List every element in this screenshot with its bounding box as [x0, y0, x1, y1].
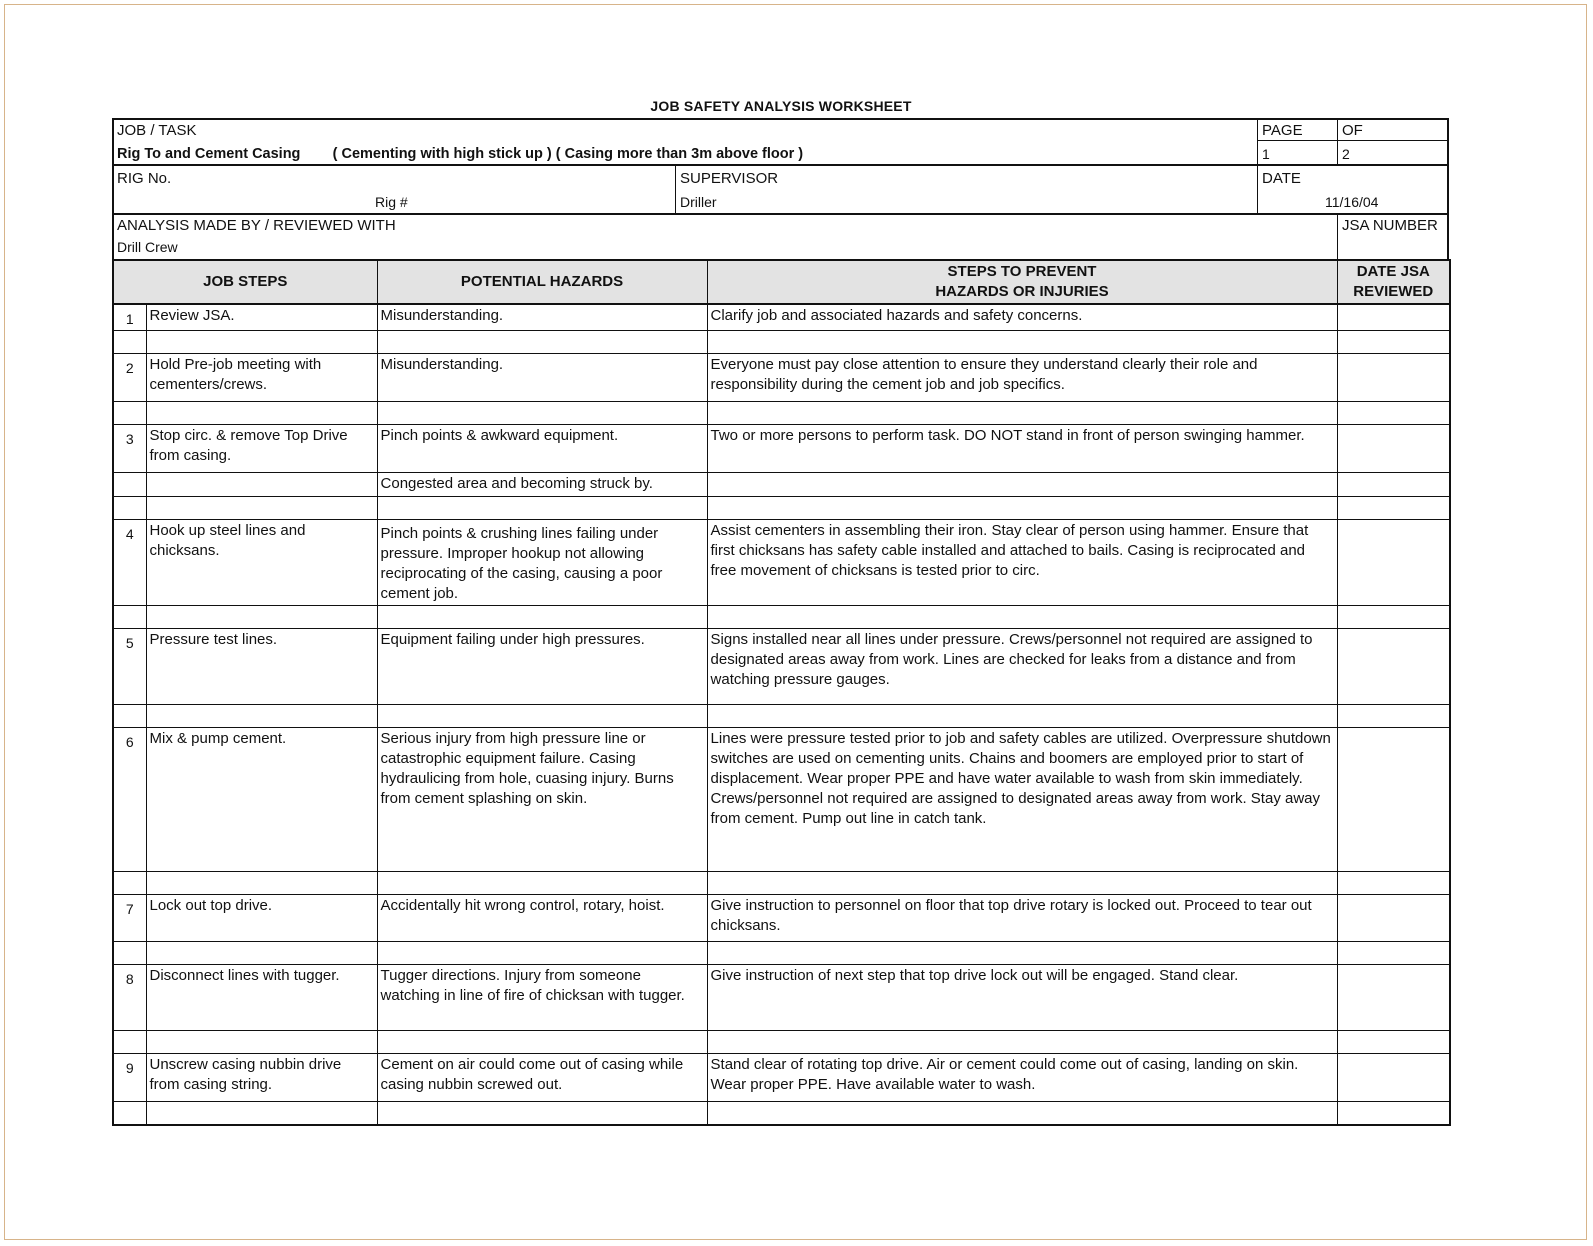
- potential-hazard: Congested area and becoming struck by.: [377, 473, 707, 497]
- job-step: Disconnect lines with tugger.: [146, 965, 377, 1031]
- spacer-row: [113, 402, 1450, 425]
- step-number: 7: [113, 895, 146, 942]
- job-step: Unscrew casing nubbin drive from casing string.: [146, 1054, 377, 1102]
- spacer-row: [113, 606, 1450, 629]
- jsa-table: [112, 259, 1451, 1126]
- col-potential-hazards: POTENTIAL HAZARDS: [377, 260, 707, 304]
- job-step: Pressure test lines.: [146, 629, 377, 705]
- analysis-label: ANALYSIS MADE BY / REVIEWED WITH: [117, 217, 396, 234]
- spacer-row: [113, 331, 1450, 354]
- of-label: OF: [1342, 122, 1363, 139]
- col-prevent-line1: STEPS TO PREVENT: [947, 263, 1097, 280]
- spacer-row: [113, 497, 1450, 520]
- step-number: 8: [113, 965, 146, 1031]
- prevention-step: Lines were pressure tested prior to job and safety cables are utilized. Overpressure shutdown switches are used on cementing units. Chains and boomers are employed prior to start of displacement. Wear proper PPE and have water available to wash from skin immediately. Crews/personnel not required are assigned to designated areas away from work. Stay away from cement. Pump out line in catch tank.: [707, 728, 1337, 872]
- col-date-line1: DATE JSA: [1356, 263, 1430, 280]
- spacer-row: [113, 942, 1450, 965]
- prevention-step: Two or more persons to perform task. DO NOT stand in front of person swinging hammer.: [707, 425, 1337, 473]
- spacer-row: [113, 872, 1450, 895]
- job-step: Stop circ. & remove Top Drive from casing.: [146, 425, 377, 473]
- date-value: 11/16/04: [1325, 194, 1379, 210]
- spacer-row: [113, 1031, 1450, 1054]
- potential-hazard: Accidentally hit wrong control, rotary, hoist.: [377, 895, 707, 942]
- job-step: Mix & pump cement.: [146, 728, 377, 872]
- step-number: 2: [113, 354, 146, 402]
- analysis-value: Drill Crew: [117, 239, 178, 255]
- page-value: 1: [1262, 146, 1270, 162]
- table-row: [113, 629, 1450, 705]
- step-number: 5: [113, 629, 146, 705]
- table-row: [113, 520, 1450, 606]
- page-label: PAGE: [1262, 122, 1303, 139]
- prevention-step: Give instruction of next step that top drive lock out will be engaged. Stand clear.: [707, 965, 1337, 1031]
- table-row: [113, 304, 1450, 331]
- supervisor-label: SUPERVISOR: [680, 170, 779, 187]
- col-job-steps: JOB STEPS: [113, 260, 377, 304]
- job-step: Review JSA.: [146, 304, 377, 331]
- date-reviewed-cell[interactable]: [1337, 354, 1450, 402]
- potential-hazard: Cement on air could come out of casing while casing nubbin screwed out.: [377, 1054, 707, 1102]
- date-reviewed-cell[interactable]: [1337, 425, 1450, 473]
- table-row: [113, 1054, 1450, 1102]
- date-reviewed-cell[interactable]: [1337, 473, 1450, 497]
- table-row: [113, 965, 1450, 1031]
- date-reviewed-cell[interactable]: [1337, 1054, 1450, 1102]
- prevention-step: Clarify job and associated hazards and safety concerns.: [707, 304, 1337, 331]
- step-number: 4: [113, 520, 146, 606]
- date-reviewed-cell[interactable]: [1337, 965, 1450, 1031]
- table-row: [113, 728, 1450, 872]
- rig-label: RIG No.: [117, 170, 172, 187]
- col-steps-to-prevent: [707, 260, 1337, 304]
- potential-hazard: Pinch points & awkward equipment.: [377, 425, 707, 473]
- header-block: [112, 118, 1449, 259]
- job-step: Hold Pre-job meeting with cementers/crews.: [146, 354, 377, 402]
- spacer-row: [113, 705, 1450, 728]
- prevention-step: Assist cementers in assembling their iron. Stay clear of person using hammer. Ensure that first chicksans has safety cable installed and attached to bails. Casing is reciprocated and free movement of chicksans is tested prior to circ.: [707, 520, 1337, 606]
- step-number: 9: [113, 1054, 146, 1102]
- prevention-step: Everyone must pay close attention to ensure they understand clearly their role and responsibility during the cement job and job specifics.: [707, 354, 1337, 402]
- potential-hazard: Misunderstanding.: [377, 354, 707, 402]
- date-reviewed-cell[interactable]: [1337, 520, 1450, 606]
- supervisor-value: Driller: [680, 194, 717, 210]
- table-row: [113, 425, 1450, 473]
- job-task-label: JOB / TASK: [117, 122, 197, 139]
- potential-hazard: Equipment failing under high pressures.: [377, 629, 707, 705]
- table-row: [113, 354, 1450, 402]
- date-reviewed-cell[interactable]: [1337, 629, 1450, 705]
- step-number: 1: [113, 304, 146, 331]
- table-row-continuation: [113, 473, 1450, 497]
- spacer-row: [113, 1102, 1450, 1126]
- col-date-reviewed: [1337, 260, 1450, 304]
- of-value: 2: [1342, 146, 1350, 162]
- prevention-step: Signs installed near all lines under pressure. Crews/personnel not required are assigned to designated areas away from work. Lines are checked for leaks from a distance and from watching pressure gauges.: [707, 629, 1337, 705]
- prevention-step: Stand clear of rotating top drive. Air or cement could come out of casing, landing on skin. Wear proper PPE. Have available water to wash.: [707, 1054, 1337, 1102]
- job-step: Hook up steel lines and chicksans.: [146, 520, 377, 606]
- step-number: 6: [113, 728, 146, 872]
- table-row: [113, 895, 1450, 942]
- potential-hazard: Pinch points & crushing lines failing under pressure. Improper hookup not allowing reciprocating of the casing, causing a poor cement job.: [377, 520, 707, 606]
- date-reviewed-cell[interactable]: [1337, 895, 1450, 942]
- potential-hazard: Serious injury from high pressure line or catastrophic equipment failure. Casing hydraulicing from hole, cuasing injury. Burns from cement splashing on skin.: [377, 728, 707, 872]
- job-task-value: Rig To and Cement Casing ( Cementing with high stick up ) ( Casing more than 3m above floor ): [117, 146, 804, 162]
- potential-hazard: Tugger directions. Injury from someone watching in line of fire of chicksan with tugger.: [377, 965, 707, 1031]
- rig-value: Rig #: [375, 194, 408, 210]
- potential-hazard: Misunderstanding.: [377, 304, 707, 331]
- col-date-line2: REVIEWED: [1353, 283, 1434, 300]
- date-reviewed-cell[interactable]: [1337, 304, 1450, 331]
- step-number: 3: [113, 425, 146, 473]
- prevention-step: Give instruction to personnel on floor that top drive rotary is locked out. Proceed to tear out chicksans.: [707, 895, 1337, 942]
- page-title: JOB SAFETY ANALYSIS WORKSHEET: [650, 98, 912, 114]
- job-step: Lock out top drive.: [146, 895, 377, 942]
- date-label: DATE: [1262, 170, 1301, 187]
- date-reviewed-cell[interactable]: [1337, 728, 1450, 872]
- table-header-row: [113, 260, 1450, 304]
- col-prevent-line2: HAZARDS OR INJURIES: [935, 283, 1109, 300]
- jsa-number-label: JSA NUMBER: [1342, 217, 1438, 234]
- jsa-worksheet: [112, 118, 1449, 1126]
